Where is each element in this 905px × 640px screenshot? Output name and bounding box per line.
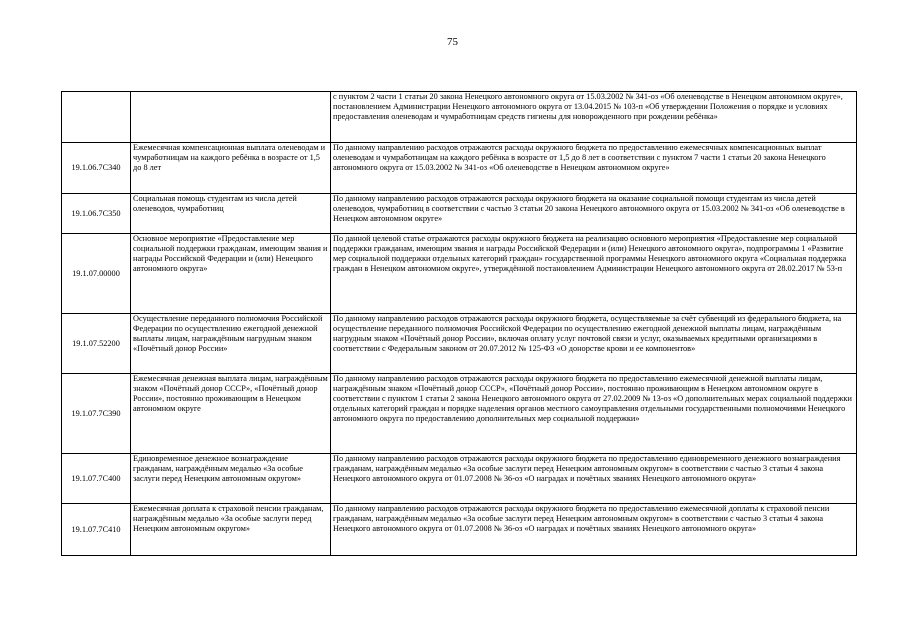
table-row (62, 504, 857, 556)
code-cell (62, 92, 131, 143)
table-row (62, 92, 857, 143)
table-row (62, 454, 857, 504)
table-row (62, 143, 857, 194)
description-cell: По данному направлению расходов отражаются расходы окружного бюджета на оказание социальной помощи студентам из числа детей оленеводов, чумработниц в соответствии с частью 3 статьи 20 закона Ненецкого автономного округа от 15.03.2002 № 341-оз «Об оленеводстве в Ненецком автономном округе» (331, 194, 857, 234)
code-cell: 19.1.06.7С340 (62, 143, 131, 194)
name-cell: Ежемесячная доплата к страховой пенсии гражданам, награждённым медалью «За особые заслуги перед Ненецким автономным округом» (131, 504, 331, 556)
name-cell (131, 92, 331, 143)
page-number: 75 (447, 36, 458, 48)
code-cell: 19.1.06.7С350 (62, 194, 131, 234)
code-cell: 19.1.07.52200 (62, 314, 131, 374)
name-cell: Осуществление переданного полномочия Российской Федерации по осуществлению ежегодной денежной выплаты лицам, награждённым нагрудным знаком «Почётный донор России» (131, 314, 331, 374)
name-cell: Основное мероприятие «Предоставление мер социальной поддержки гражданам, имеющим звания и награды Российской Федерации и (или) Ненецкого автономного округа» (131, 234, 331, 314)
description-cell: По данному направлению расходов отражаются расходы окружного бюджета по предоставлению ежемесячных компенсационных выплат оленеводам и чумработницам на каждого ребёнка в возрасте от 1,5 до 8 лет в соответствии с пунктом 7 части 1 статьи 20 закона Ненецкого автономного округа от 15.03.2002 № 341-оз «Об оленеводстве в Ненецком автономном округе» (331, 143, 857, 194)
description-cell: с пунктом 2 части 1 статьи 20 закона Ненецкого автономного округа от 15.03.2002 № 341-оз «Об оленеводстве в Ненецком автономном округе», постановлением Администрации Ненецкого автономного округа от 13.04.2015 № 103-п «Об утверждении Положения о порядке и условиях предоставления оленеводам и чумработницам средств гигиены для новорожденного при рождении ребёнка» (331, 92, 857, 143)
budget-classification-table (61, 91, 857, 556)
code-cell: 19.1.07.7С390 (62, 374, 131, 454)
name-cell: Ежемесячная денежная выплата лицам, награждённым знаком «Почётный донор СССР», «Почётный донор России», постоянно проживающим в Ненецком автономном округе (131, 374, 331, 454)
table-row (62, 194, 857, 234)
table-row (62, 314, 857, 374)
description-cell: По данному направлению расходов отражаются расходы окружного бюджета, осуществляемые за счёт субвенций из федерального бюджета, на осуществление переданного полномочия Российской Федерации по осуществлению ежегодной денежной выплаты лицам, награждённым нагрудным знаком «Почётный донор России», включая оплату услуг почтовой связи и услуг, оказываемых кредитными организациями в соответствии с Федеральным законом от 20.07.2012 № 125-ФЗ «О донорстве крови и ее компонентов» (331, 314, 857, 374)
code-cell: 19.1.07.7С410 (62, 504, 131, 556)
code-cell: 19.1.07.00000 (62, 234, 131, 314)
code-cell: 19.1.07.7С400 (62, 454, 131, 504)
table-row (62, 374, 857, 454)
name-cell: Социальная помощь студентам из числа детей оленеводов, чумработниц (131, 194, 331, 234)
name-cell: Единовременное денежное вознаграждение гражданам, награждённым медалью «За особые заслуги перед Ненецким автономным округом» (131, 454, 331, 504)
description-cell: По данному направлению расходов отражаются расходы окружного бюджета по предоставлению ежемесячной доплаты к страховой пенсии гражданам, награждённым медалью «За особые заслуги перед Ненецким автономным округом» в соответствии с частью 3 статьи 4 закона Ненецкого автономного округа от 01.07.2008 № 36-оз «О наградах и почётных званиях Ненецкого автономного округа» (331, 504, 857, 556)
description-cell: По данной целевой статье отражаются расходы окружного бюджета на реализацию основного мероприятия «Предоставление мер социальной поддержки гражданам, имеющим звания и награды Российской Федерации и (или) Ненецкого автономного округа», подпрограммы 1 «Развитие мер социальной поддержки отдельных категорий граждан» государственной программы Ненецкого автономного округа «Социальная поддержка граждан в Ненецком автономном округе», утверждённой постановлением Администрации Ненецкого автономного округа от 28.02.2017 № 53-п (331, 234, 857, 314)
description-cell: По данному направлению расходов отражаются расходы окружного бюджета по предоставлению ежемесячной денежной выплаты лицам, награждённым знаком «Почётный донор СССР», «Почётный донор России», постоянно проживающим в Ненецком автономном округе в соответствии с пунктом 1 статьи 2 закона Ненецкого автономного округа от 27.02.2009 № 13-оз «О дополнительных мерах социальной поддержки отдельных категорий граждан и порядке наделения органов местного самоуправления отдельными государственными полномочиями Ненецкого автономного округа по предоставлению дополнительных мер социальной поддержки» (331, 374, 857, 454)
description-cell: По данному направлению расходов отражаются расходы окружного бюджета по предоставлению единовременного денежного вознаграждения гражданам, награждённым медалью «За особые заслуги перед Ненецким автономным округом» в соответствии с частью 3 статьи 4 закона Ненецкого автономного округа от 01.07.2008 № 36-оз «О наградах и почётных званиях Ненецкого автономного округа» (331, 454, 857, 504)
table-row (62, 234, 857, 314)
name-cell: Ежемесячная компенсационная выплата оленеводам и чумработницам на каждого ребёнка в возрасте от 1,5 до 8 лет (131, 143, 331, 194)
